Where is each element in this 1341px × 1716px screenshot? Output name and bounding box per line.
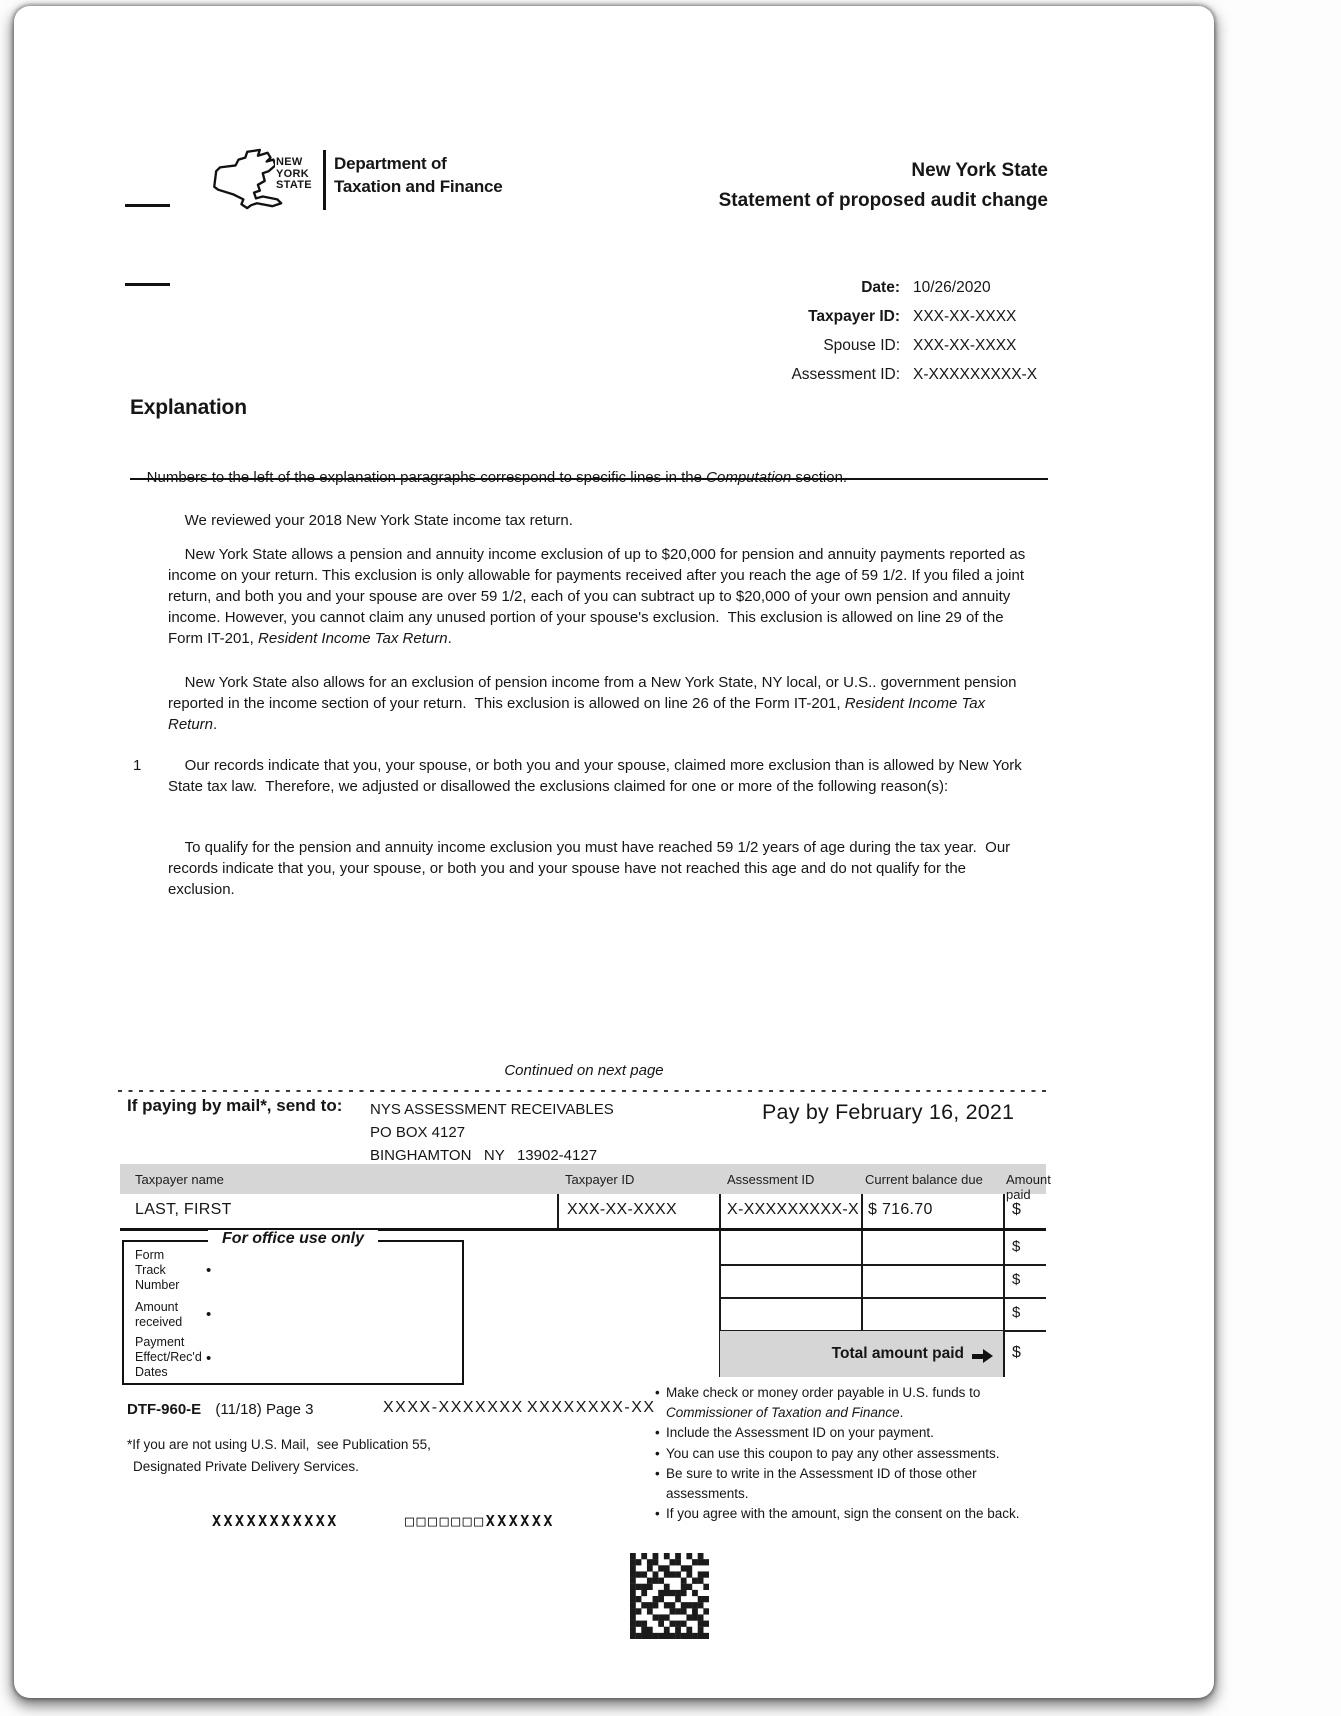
paragraph-4 xyxy=(133,734,1035,818)
arrow-right-icon xyxy=(972,1349,993,1364)
date-value: 10/26/2020 xyxy=(913,279,991,296)
extra-amount-paid-1[interactable]: $ xyxy=(1012,1238,1021,1255)
scan-code-1: XXXX-XXXXXXX xyxy=(383,1399,524,1416)
total-amount-paid-label: Total amount paid xyxy=(831,1345,964,1362)
registration-mark-bottom xyxy=(125,283,170,286)
office-field-payment-dates: Payment Effect/Rec'd Dates xyxy=(135,1335,202,1379)
address-line-1: NYS ASSESSMENT RECEIVABLES xyxy=(370,1101,614,1118)
paragraph-5-text: To qualify for the pension and annuity income exclusion you must have reached 59 1/2 years of age during the tax year. Our records indicate that you, your spouse, or both you and your spouse have not reached this age and do not qualify for the exclusion. xyxy=(168,839,1015,898)
cell-assessment-id: X-XXXXXXXXX-X xyxy=(727,1201,859,1218)
bullet-dot: • xyxy=(206,1350,212,1367)
form-revision: (11/18) Page 3 xyxy=(215,1401,314,1418)
cell-current-balance-due: $ 716.70 xyxy=(868,1201,933,1218)
header-assessment-id: Assessment ID xyxy=(727,1172,815,1187)
logo-department-line2: Taxation and Finance xyxy=(334,176,503,196)
payment-instructions xyxy=(655,1383,1053,1525)
table-divider xyxy=(557,1194,559,1228)
bullet-dot: • xyxy=(206,1262,212,1279)
instruction-item: • Make check or money order payable in U.S. funds to Commissioner of Taxation and Finance. xyxy=(655,1385,985,1420)
footnote-line-2: Designated Private Delivery Services. xyxy=(133,1459,359,1474)
paragraph-3-text: New York State also allows for an exclusion of pension income from a New York State, NY local, or U.S.. government pension reported in the income section of your return. This exclusion is allowed on line 26 of the Form IT-201, xyxy=(168,674,1021,712)
scanline-code-right: □□□□□□□XXXXXX xyxy=(405,1512,555,1530)
logo-department-name xyxy=(334,153,503,198)
mail-to-label: If paying by mail*, send to: xyxy=(127,1096,343,1115)
agency-logo xyxy=(205,146,565,216)
instruction-text: Include the Assessment ID on your payment. xyxy=(666,1425,934,1440)
instruction-item: • Include the Assessment ID on your payment. xyxy=(655,1425,934,1440)
date-label: Date: xyxy=(861,279,900,296)
paragraph-2 xyxy=(168,523,1035,670)
address-line-3: BINGHAMTON NY 13902-4127 xyxy=(370,1147,598,1164)
pay-by-date: Pay by February 16, 2021 xyxy=(762,1100,1015,1124)
paragraph-5 xyxy=(168,816,1035,921)
paragraph-4-number: 1 xyxy=(133,757,142,774)
instruction-text: Be sure to write in the Assessment ID of those other assessments. xyxy=(666,1466,981,1501)
total-amount-paid-value[interactable]: $ xyxy=(1012,1344,1021,1361)
info-row-date xyxy=(600,279,1048,297)
table-divider xyxy=(1003,1194,1005,1228)
document-title xyxy=(600,156,1048,216)
total-amount-paid-row xyxy=(720,1331,1003,1377)
logo-word-state: STATE xyxy=(276,179,312,191)
coupon-table-header xyxy=(120,1164,1051,1202)
instruction-item: • You can use this coupon to pay any other assessments. xyxy=(655,1445,1000,1461)
footnote-line-1: *If you are not using U.S. Mail, see Publication 55, xyxy=(127,1437,431,1452)
header-current-balance-due: Current balance due xyxy=(865,1172,983,1187)
form-id-line xyxy=(127,1401,313,1418)
address-line-2: PO BOX 4127 xyxy=(370,1124,466,1141)
paragraph-3-text-end: . xyxy=(213,716,218,733)
instruction-text: You can use this coupon to pay any other assessments. xyxy=(666,1445,1000,1461)
extra-amount-paid-3[interactable]: $ xyxy=(1012,1304,1021,1321)
grid-hline xyxy=(719,1264,1046,1266)
header-taxpayer-name: Taxpayer name xyxy=(135,1172,224,1187)
perforation-dashed-line xyxy=(118,1090,1050,1092)
paragraph-2-text: New York State allows a pension and annuity income exclusion of up to $20,000 for pension and annuity payments reported as income on your return. This exclusion is only allowable for payments received after you reach the age of 59 1/2. If you filed a joint return, and both you and your spouse are over 59 1/2, each of you can subtract up to $20,000 of your own pension and annuity income. However, you cannot claim any unused portion of your spouse's exclusion. This exclusion is allowed on line 29 of the Form IT-201, xyxy=(168,546,1030,647)
cell-amount-paid[interactable]: $ xyxy=(1012,1201,1022,1218)
header-amount-paid: Amount paid xyxy=(1006,1172,1051,1202)
continued-note: Continued on next page xyxy=(504,1062,664,1079)
logo-divider xyxy=(323,150,326,210)
instruction-italic: Commissioner of Taxation and Finance xyxy=(666,1404,900,1420)
paragraph-1-text: We reviewed your 2018 New York State income tax return. xyxy=(184,512,573,529)
info-row-assessment-id xyxy=(600,366,1048,384)
instruction-text: Make check or money order payable in U.S. funds to xyxy=(666,1385,985,1400)
grid-vline xyxy=(1003,1230,1005,1377)
registration-mark-top xyxy=(125,204,170,207)
taxpayer-id-label: Taxpayer ID: xyxy=(808,308,900,325)
spouse-id-value: XXX-XX-XXXX xyxy=(913,337,1017,354)
explanation-heading: Explanation xyxy=(130,396,247,419)
taxpayer-id-value: XXX-XX-XXXX xyxy=(913,308,1017,325)
cell-taxpayer-id: XXX-XX-XXXX xyxy=(567,1201,678,1218)
grid-vline xyxy=(861,1230,863,1331)
datamatrix-barcode xyxy=(630,1553,709,1639)
form-number: DTF-960-E xyxy=(127,1401,202,1418)
bullet-dot: • xyxy=(206,1306,212,1323)
document-title-line1: New York State xyxy=(911,160,1048,181)
info-row-taxpayer-id xyxy=(600,308,1048,326)
paragraph-4-text: Our records indicate that you, your spouse, or both you and your spouse, claimed more exclusion than is allowed by New York State tax law. Therefore, we adjusted or disallowed the exclusions claimed for one or more of the following reason(s): xyxy=(168,757,1026,795)
logo-department-line1: Department of xyxy=(334,154,447,173)
table-divider xyxy=(719,1194,721,1228)
scan-code-2: XXXXXXXX-XX xyxy=(527,1399,656,1416)
assessment-id-value: X-XXXXXXXXX-X xyxy=(913,366,1038,383)
extra-amount-paid-2[interactable]: $ xyxy=(1012,1271,1021,1288)
office-use-title: For office use only xyxy=(208,1230,378,1248)
instruction-item: • Be sure to write in the Assessment ID of those other assessments. xyxy=(655,1466,981,1501)
info-row-spouse-id xyxy=(600,337,1048,355)
table-divider xyxy=(861,1194,863,1228)
scanline-code-left: XXXXXXXXXXX xyxy=(212,1512,339,1530)
logo-word-new: NEW xyxy=(276,156,303,168)
assessment-id-label: Assessment ID: xyxy=(791,366,900,383)
spouse-id-label: Spouse ID: xyxy=(823,337,900,354)
paragraph-2-italic: Resident Income Tax Return xyxy=(258,630,448,647)
logo-word-york: YORK xyxy=(276,167,309,180)
mail-to-address xyxy=(370,1098,614,1167)
header-taxpayer-id: Taxpayer ID xyxy=(565,1172,635,1187)
logo-state-name xyxy=(275,157,313,192)
office-field-amount-received: Amount received xyxy=(135,1300,183,1329)
document-title-line2: Statement of proposed audit change xyxy=(718,190,1048,211)
cell-taxpayer-name: LAST, FIRST xyxy=(135,1201,232,1218)
paragraph-2-text-end: . xyxy=(447,630,452,647)
paragraph-3-italic: Resident Income Tax Return xyxy=(168,695,990,733)
section-rule xyxy=(130,478,1048,480)
instruction-text: If you agree with the amount, sign the consent on the back. xyxy=(666,1506,1020,1521)
instruction-item: • If you agree with the amount, sign the consent on the back. xyxy=(655,1506,1020,1521)
office-use-box xyxy=(122,1230,464,1385)
grid-hline xyxy=(719,1297,1046,1299)
office-field-form-track-number: Form Track Number xyxy=(135,1248,180,1292)
